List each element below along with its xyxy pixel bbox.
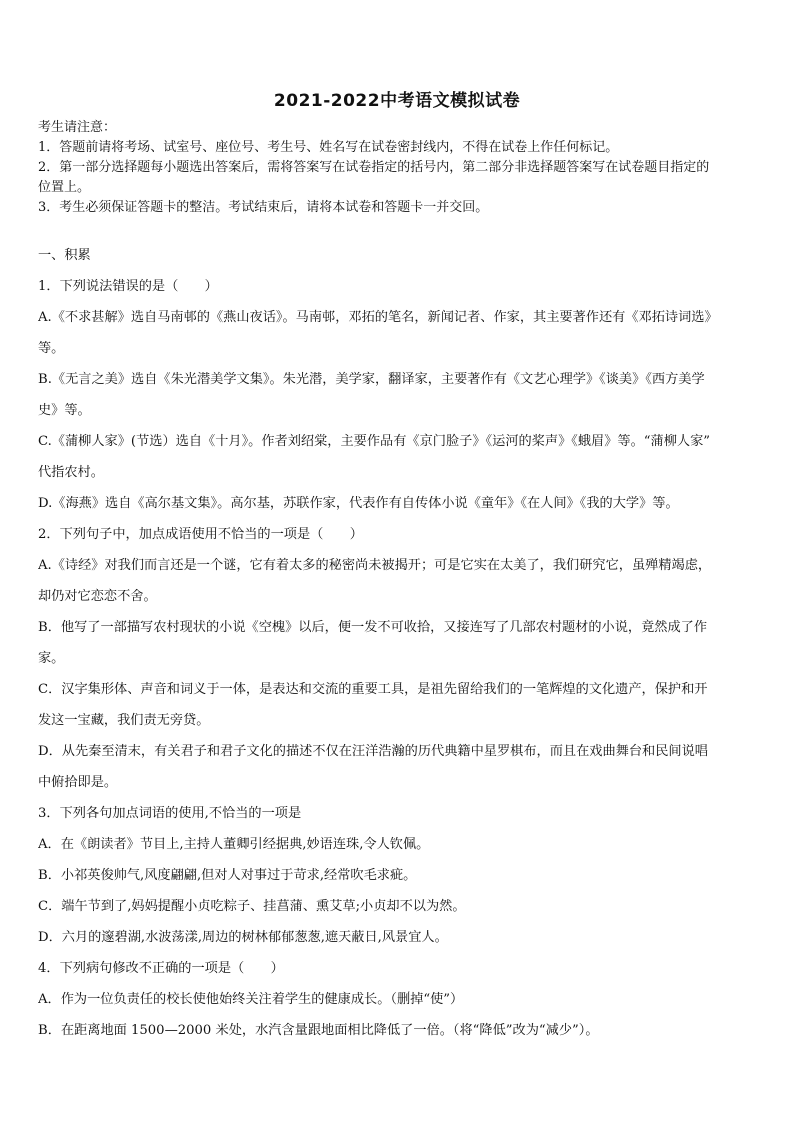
option-a: A.《不求甚解》选自马南邨的《燕山夜话》。马南邨，邓拓的笔名，新闻记者、作家，其主要著作还有《邓拓诗词选》: [38, 310, 718, 325]
notice-item: 1．答题前请将考场、试室号、座位号、考生号、姓名写在试卷密封线内，不得在试卷上作任何标记。: [38, 140, 619, 155]
option-b: B．小祁英俊帅气,风度翩翩,但对人对事过于苛求,经常吹毛求疵。: [38, 868, 417, 883]
question-stem: 4．下列病句修改不正确的一项是（ ）: [38, 961, 284, 976]
option-b-cont: 史》等。: [38, 403, 91, 418]
option-a-cont: 却仍对它恋恋不舍。: [38, 589, 157, 604]
notice-item: 2．第一部分选择题每小题选出答案后，需将答案写在试卷指定的括号内，第二部分非选择题答案写在试卷题目指定的: [38, 160, 710, 175]
option-c-cont: 发这一宝藏，我们责无旁贷。: [38, 713, 210, 728]
option-d-cont: 中俯拾即是。: [38, 775, 118, 790]
option-a: A.《诗经》对我们而言还是一个谜，它有着太多的秘密尚未被揭开；可是它实在太美了，我们研究它，虽殚精竭虑，: [38, 558, 712, 573]
option-b-cont: 家。: [38, 651, 65, 666]
exam-title: 2021-2022中考语文模拟试卷: [273, 91, 521, 111]
option-a-cont: 等。: [38, 341, 65, 356]
section-title: 一、积累: [38, 248, 91, 263]
question-stem: 3．下列各句加点词语的使用,不恰当的一项是: [38, 806, 302, 821]
option-a: A．作为一位负责任的校长使他始终关注着学生的健康成长。（删掉“使”）: [38, 992, 464, 1007]
notice-item: 3．考生必须保证答题卡的整洁。考试结束后，请将本试卷和答题卡一并交回。: [38, 200, 489, 215]
exam-body: [38, 240, 762, 1046]
option-c-cont: 代指农村。: [38, 465, 104, 480]
option-a: A．在《朗读者》节目上,主持人董卿引经据典,妙语连珠,令人钦佩。: [38, 837, 430, 852]
option-b: B.《无言之美》选自《朱光潜美学文集》。朱光潜，美学家，翻译家，主要著作有《文艺心理学》《谈美》《西方美学: [38, 372, 705, 387]
option-d: D．从先秦至清末，有关君子和君子文化的描述不仅在汪洋浩瀚的历代典籍中星罗棋布，而且在戏曲舞台和民间说唱: [38, 744, 708, 759]
option-c: C.《蒲柳人家》(节选）选自《十月》。作者刘绍棠，主要作品有《京门脸子》《运河的桨声》《蛾眉》等。“蒲柳人家”: [38, 434, 711, 449]
option-c: C．端午节到了,妈妈提醒小贞吃粽子、挂菖蒲、熏艾草;小贞却不以为然。: [38, 899, 466, 914]
option-b: B．在距离地面 1500—2000 米处，水汽含量跟地面相比降低了一倍。（将“降低”改为“减少”）。: [38, 1023, 599, 1038]
option-c: C．汉字集形体、声音和词义于一体，是表达和交流的重要工具，是祖先留给我们的一笔辉煌的文化遗产，保护和开: [38, 682, 708, 697]
notice-heading: 考生请注意：: [38, 120, 117, 135]
question-stem: 1．下列说法错误的是（ ）: [38, 279, 218, 294]
option-d: D．六月的邃碧湖,水波荡漾,周边的树林郁郁葱葱,遮天蔽日,风景宜人。: [38, 930, 448, 945]
option-d: D.《海燕》选自《高尔基文集》。高尔基，苏联作家，代表作有自传体小说《童年》《在人间》《我的大学》等。: [38, 496, 679, 511]
option-b: B．他写了一部描写农村现状的小说《空槐》以后，便一发不可收拾，又接连写了几部农村题材的小说，竟然成了作: [38, 620, 708, 635]
candidate-notice: [38, 118, 762, 218]
notice-item: 位置上。: [38, 180, 91, 195]
question-stem: 2．下列句子中，加点成语使用不恰当的一项是（ ）: [38, 527, 363, 542]
